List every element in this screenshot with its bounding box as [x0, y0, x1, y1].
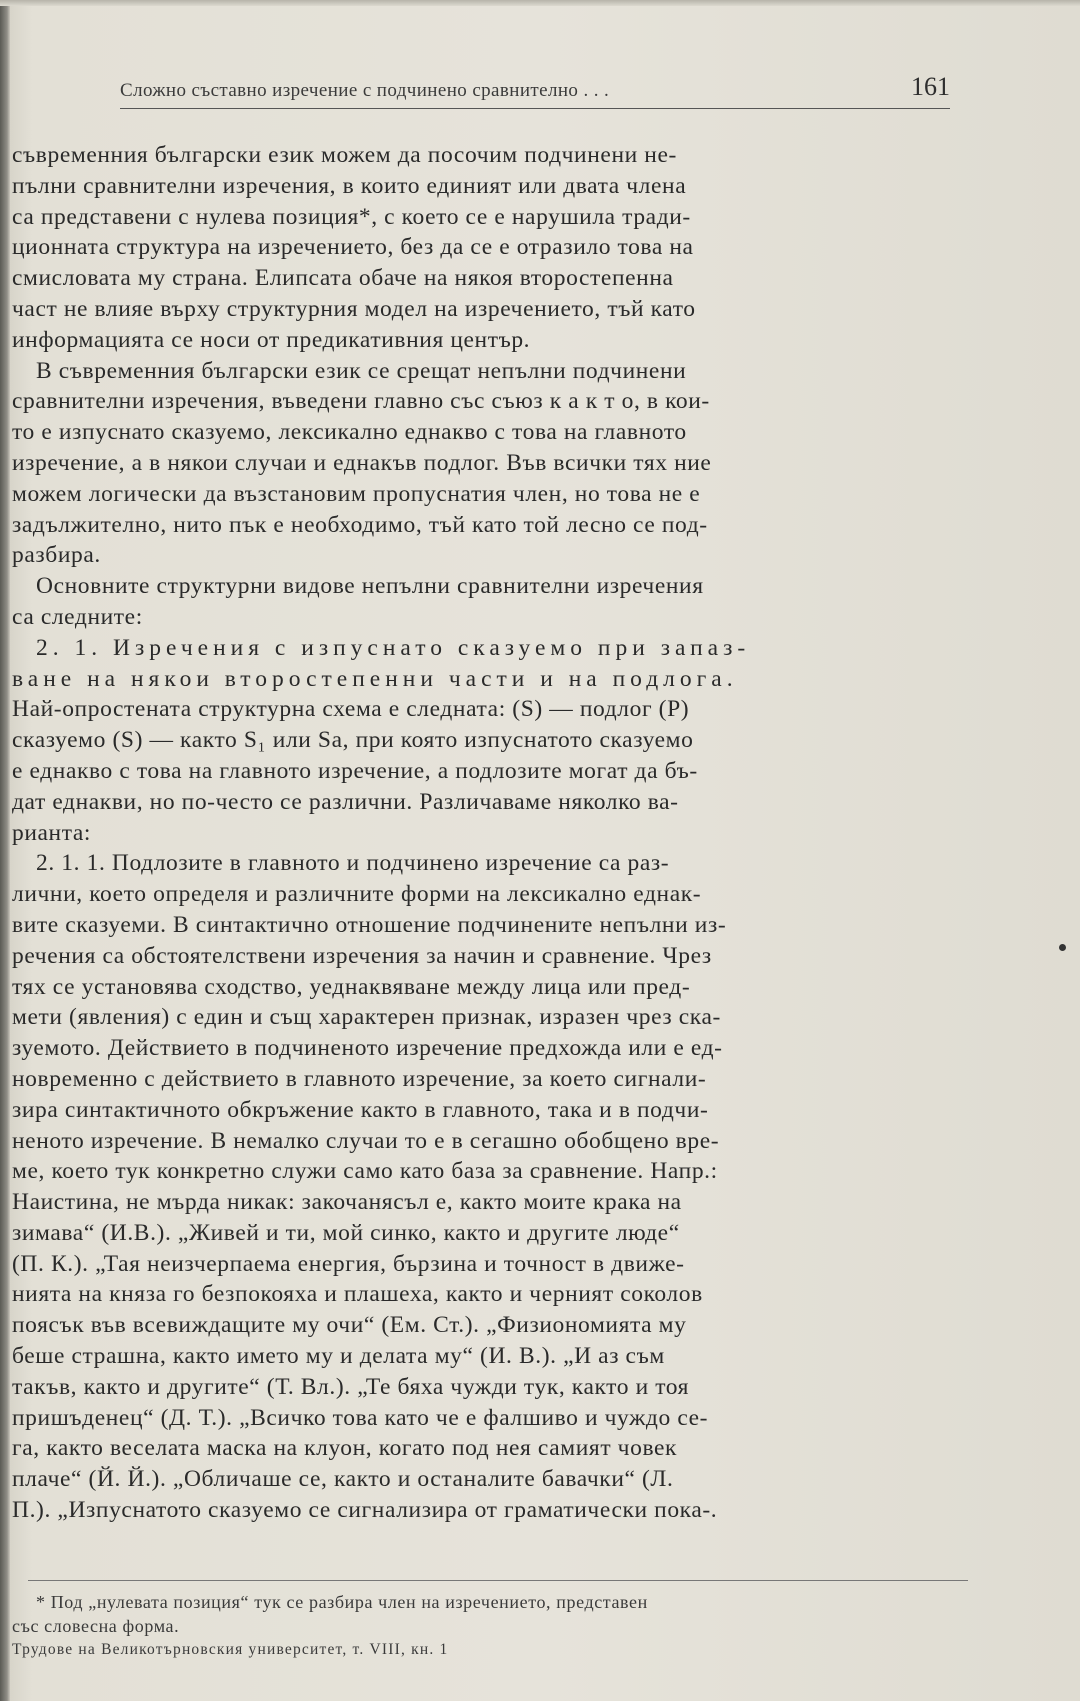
text-line: В съвременния български език се срещат непълни подчинени [36, 357, 687, 384]
text-line: пълни сравнителни изречения, в които единият или двата члена [12, 172, 687, 199]
text-line: дат еднакви, но по-често се различни. Различаваме няколко ва- [12, 788, 679, 815]
text-line: зуемото. Действието в подчиненото изречение предхожда или е ед- [12, 1035, 723, 1062]
text-line: задължително, нито пък е необходимо, тъй като той лесно се под- [12, 511, 708, 538]
text-line: са следните: [12, 603, 143, 630]
text-line: смисловата му страна. Елипсата обаче на някоя второстепенна [12, 265, 674, 292]
text-line: Основните структурни видове непълни сравнителни изречения [36, 573, 704, 600]
text-line: съвременния български език можем да посочим подчинени не- [12, 142, 677, 168]
text-line: П.). „Изпуснатото сказуемо се сигнализира от граматически пока-. [12, 1497, 718, 1524]
page-number: 161 [911, 72, 950, 101]
text-line: беше страшна, както името му и делата му“ (И. В.). „И аз съм [12, 1343, 665, 1370]
text-line: нията на княза го безпокояха и плашеха, както и черният соколов [12, 1281, 703, 1308]
text-line: 2. 1. 1. Подлозите в главното и подчинено изречение са раз- [36, 850, 670, 877]
text-line: плаче“ (Й. Й.). „Обличаше се, както и останалите бавачки“ (Л. [12, 1466, 674, 1493]
section-heading-line: ване на някои второстепенни части и на подлога. [12, 665, 738, 692]
text-line: речения са обстоятелствени изречения за начин и сравнение. Чрез [12, 942, 712, 969]
text-line: част не влияе върху структурния модел на изречението, тъй като [12, 295, 696, 322]
text-line: мети (явления) с един и същ характерен признак, изразен чрез ска- [12, 1004, 721, 1031]
body-text [12, 140, 957, 1526]
text-line: разбира. [12, 542, 101, 569]
text-line: га, както веселата маска на клуон, когато под нея самият човек [12, 1435, 678, 1462]
text-line: тях се установява сходство, уеднаквяване между лица или пред- [12, 973, 691, 1000]
text-line: изречение, а в някои случаи и еднакъв подлог. Във всички тях ние [12, 449, 712, 476]
margin-mark [1059, 944, 1066, 951]
text-line: са представени с нулева позиция*, с което се е нарушила тради- [12, 203, 691, 230]
text-line: Най-опростената структурна схема е следната: (S) — подлог (P) [12, 696, 690, 723]
text-line: сравнителни изречения, въведени главно със съюз к а к т о, в кои- [12, 388, 710, 415]
text-line: пришъденец“ (Д. Т.). „Всичко това като че е фалшиво и чуждо се- [12, 1404, 709, 1431]
text-line: вите сказуеми. В синтактично отношение подчинените непълни из- [12, 911, 727, 938]
text-line: зимава“ (И.В.). „Живей и ти, мой синко, както и другите люде“ [12, 1219, 680, 1246]
page-top-edge [0, 0, 1080, 6]
text-line: е еднакво с това на главното изречение, а подлозите могат да бъ- [12, 757, 698, 784]
text-line: ционната структура на изречението, без да се е отразило това на [12, 234, 694, 261]
text-line: ме, което тук конкретно служи само като база за сравнение. Напр.: [12, 1158, 718, 1185]
text-line: зира синтактичното обкръжение както в главното, така и в подчи- [12, 1096, 709, 1123]
text-line: можем логически да възстановим пропуснатия член, но това не е [12, 480, 701, 507]
text-line: информацията се носи от предикативния център. [12, 326, 531, 353]
section-heading-line: 2. 1. Изречения с изпуснато сказуемо при запаз- [36, 634, 751, 661]
footnote-line: със словесна форма. [12, 1616, 180, 1636]
text-line: (П. К.). „Тая неизчерпаема енергия, бързина и точност в движе- [12, 1250, 685, 1277]
footnotes [12, 1590, 972, 1662]
footnote-divider [28, 1580, 968, 1581]
text-line: сказуемо (S) — както S₁ или Sa, при която изпуснатото сказуемо [12, 727, 694, 754]
text-line: новременно с действието в главното изречение, за което сигнали- [12, 1065, 707, 1092]
journal-footer: Трудове на Великотърновския университет, т. VIII, кн. 1 [12, 1641, 449, 1658]
text-line: рианта: [12, 819, 92, 846]
book-spine-shadow [0, 0, 10, 1701]
text-line: такъв, както и другите“ (Т. Вл.). „Те бяха чужди тук, както и тоя [12, 1373, 690, 1400]
running-header [120, 64, 950, 109]
running-title: Сложно съставно изречение с подчинено сравнително . . . [120, 80, 610, 101]
text-line: лични, което определя и различните форми на лексикално еднак- [12, 881, 702, 908]
text-line: то е изпуснато сказуемо, лексикално еднакво с това на главното [12, 419, 687, 446]
text-line: поясък във всевиждащите му очи“ (Ем. Ст.). „Физиономията му [12, 1312, 687, 1339]
footnote-line: * Под „нулевата позиция“ тук се разбира член на изречението, представен [36, 1592, 648, 1612]
text-line: Наистина, не мърда никак: закочанясъл е, както моите крака на [12, 1189, 682, 1216]
text-line: неното изречение. В немалко случаи то е в сегашно обобщено вре- [12, 1127, 720, 1154]
